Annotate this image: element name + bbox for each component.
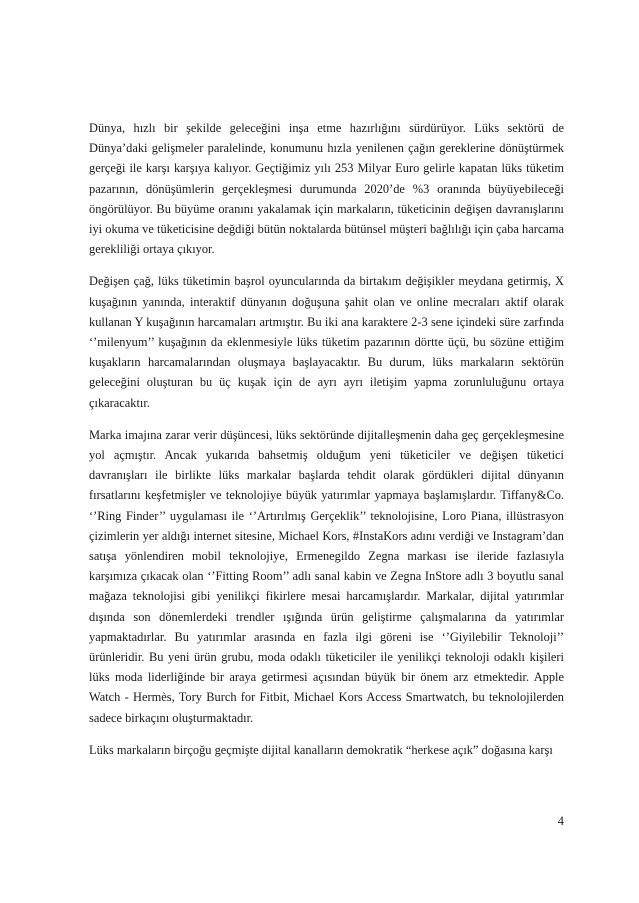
paragraph-1: Dünya, hızlı bir şekilde geleceğini inşa etme hazırlığını sürdürüyor. Lüks sektörü de Dünya’daki gelişmeler paralelinde, konumunu hızla yenilenen çağın gereklerine dönüştürmek gerçeği ile karşı karşıya kalıyor. Geçtiğimiz yılı 253 Milyar Euro gelirle kapatan lüks tüketim pazarının, dönüşümlerin gerçekleşmesi durumunda 2020’de %3 oranında büyüyebileceği öngörülüyor. Bu büyüme oranını yakalamak için markaların, tüketicinin değişen davranışlarını iyi okuma ve tüketicisine değdiği bütün noktalarda bütünsel müşteri bağlılığı için çaba harcama gerekliliği ortaya çıkıyor.	[89, 121, 564, 257]
body-text	[89, 118, 564, 772]
page-number: 4	[557, 814, 564, 828]
paragraph-4: Lüks markaların birçoğu geçmişte dijital kanalların demokratik “herkese açık” doğasına karşı	[89, 742, 553, 757]
paragraph-2: Değişen çağ, lüks tüketimin başrol oyuncularında da birtakım değişikler meydana getirmiş, X kuşağının yanında, interaktif dünyanın doğuşuna şahit olan ve online mecraları aktif olarak kullanan Y kuşağının harcamaları artmıştır. Bu iki ana karaktere 2-3 sene içindeki süre zarfında ‘’milenyum’’ kuşağının da eklenmesiyle lüks tüketim pazarının dörtte üçü, bu sözüne ettiğim kuşakların harcamalarından oluşmaya başlayacaktır. Bu durum, lüks markaların sektörün geleceğini oluşturan bu üç kuşak için de ayrı ayrı iletişim yapma zorunluluğunu ortaya çıkaracaktır.	[89, 274, 564, 410]
paragraph-3: Marka imajına zarar verir düşüncesi, lüks sektöründe dijitalleşmenin daha geç gerçekleşmesine yol açmıştır. Ancak yukarıda bahsetmiş olduğum yeni tüketiciler ve değişen tüketici davranışları ile birlikte lüks markalar başlarda tehdit olarak gördükleri dijital dünyanın fırsatlarını keşfetmişler ve teknolojiye büyük yatırımlar yapmaya başlamışlardır. Tiffany&Co. ‘’Ring Finder’’ uygulaması ile ‘’Artırılmış Gerçeklik’’ teknolojisine, Loro Piana, illüstrasyon çizimlerin yer aldığı internet sitesine, Michael Kors, #InstaKors adını verdiği ve Instagram’dan satışa yönlendiren mobil teknolojiye, Ermenegildo Zegna markası ise ileride fazlasıyla karşımıza çıkacak olan ‘’Fitting Room’’ adlı sanal kabin ve Zegna InStore adlı 3 boyutlu sanal mağaza teknolojisi gibi yenilikçi fikirlere mesai harcamışlardır. Markalar, dijital yatırımlar dışında son dönemlerdeki trendler ışığında ürün geliştirme çalışmalarına da yatırımlar yapmaktadırlar. Bu yatırımlar arasında en fazla ilgi göreni ise ‘’Giyilebilir Teknoloji’’ ürünleridir. Bu yeni ürün grubu, moda odaklı tüketiciler ile yenilikçi teknoloji odaklı kişileri lüks moda liderliğinde bir araya getirmesi açısından büyük bir önem arz etmektedir. Apple Watch - Hermès, Tory Burch for Fitbit, Michael Kors Access Smartwatch, bu teknolojilerden sadece birkaçını oluşturmaktadır.	[89, 427, 564, 725]
